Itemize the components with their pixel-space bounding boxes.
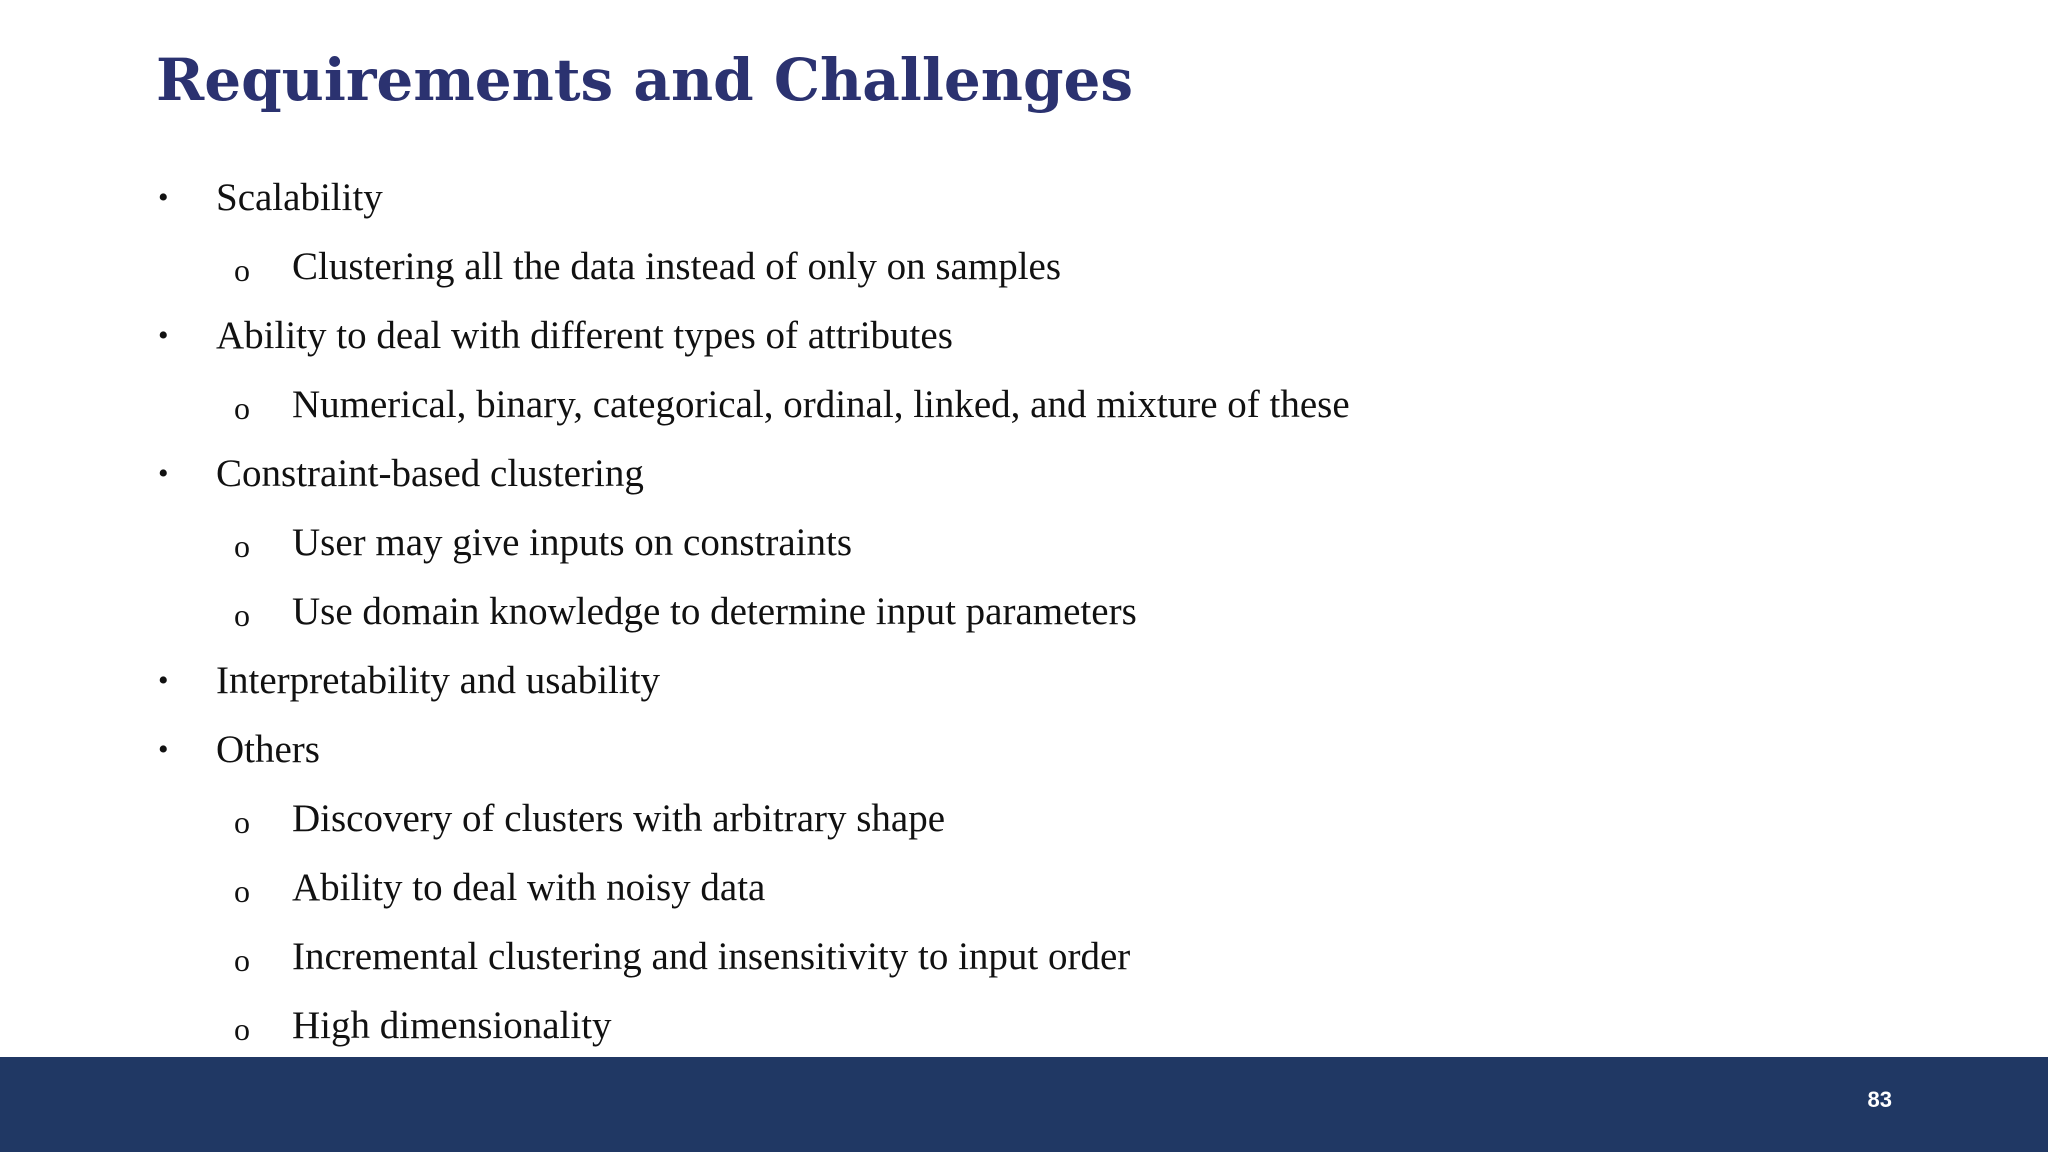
sub-bullet-circle-icon: o [234,804,250,840]
sub-bullet-text: Incremental clustering and insensitivity to input order [292,935,1131,978]
bullet-item-interpretability [156,656,660,706]
bullet-dot-icon: • [158,181,169,214]
sub-bullet-text: High dimensionality [292,1004,612,1047]
sub-bullet-item-noisy-data [232,863,765,919]
bullet-dot-icon: • [158,664,169,697]
footer-bar [0,1057,2048,1152]
slide-title: Requirements and Challenges [156,46,1134,114]
bullet-dot-icon: • [158,319,169,352]
sub-bullet-circle-icon: o [234,390,250,426]
bullet-item-constraint-based [156,449,644,499]
bullet-text: Others [216,728,320,771]
sub-bullet-item-arbitrary-shape [232,794,945,850]
sub-bullet-item-user-inputs [232,518,852,574]
sub-bullet-text: Discovery of clusters with arbitrary shape [292,797,946,840]
sub-bullet-text: User may give inputs on constraints [292,521,852,564]
sub-bullet-text: Clustering all the data instead of only on samples [292,245,1062,288]
sub-bullet-item-incremental [232,932,1130,988]
sub-bullet-circle-icon: o [234,597,250,633]
bullet-dot-icon: • [158,457,169,490]
sub-bullet-text: Use domain knowledge to determine input parameters [292,590,1137,633]
sub-bullet-circle-icon: o [234,252,250,288]
sub-bullet-item-attribute-kinds [232,380,1350,436]
sub-bullet-item-high-dimensionality [232,1001,612,1057]
sub-bullet-text: Ability to deal with noisy data [292,866,766,909]
bullet-item-scalability [156,173,383,223]
bullet-text: Scalability [216,176,383,219]
bullet-text: Constraint-based clustering [216,452,644,495]
bullet-item-attribute-types [156,311,953,361]
sub-bullet-circle-icon: o [234,942,250,978]
bullet-text: Ability to deal with different types of attributes [216,314,953,357]
bullet-dot-icon: • [158,733,169,766]
sub-bullet-text: Numerical, binary, categorical, ordinal, linked, and mixture of these [292,383,1350,426]
bullet-item-others [156,725,320,775]
sub-bullet-circle-icon: o [234,873,250,909]
sub-bullet-item-domain-knowledge [232,587,1137,643]
bullet-text: Interpretability and usability [216,659,661,702]
page-number: 83 [1867,1087,1892,1112]
sub-bullet-circle-icon: o [234,528,250,564]
sub-bullet-item-clustering-all-data [232,242,1061,298]
sub-bullet-circle-icon: o [234,1011,250,1047]
